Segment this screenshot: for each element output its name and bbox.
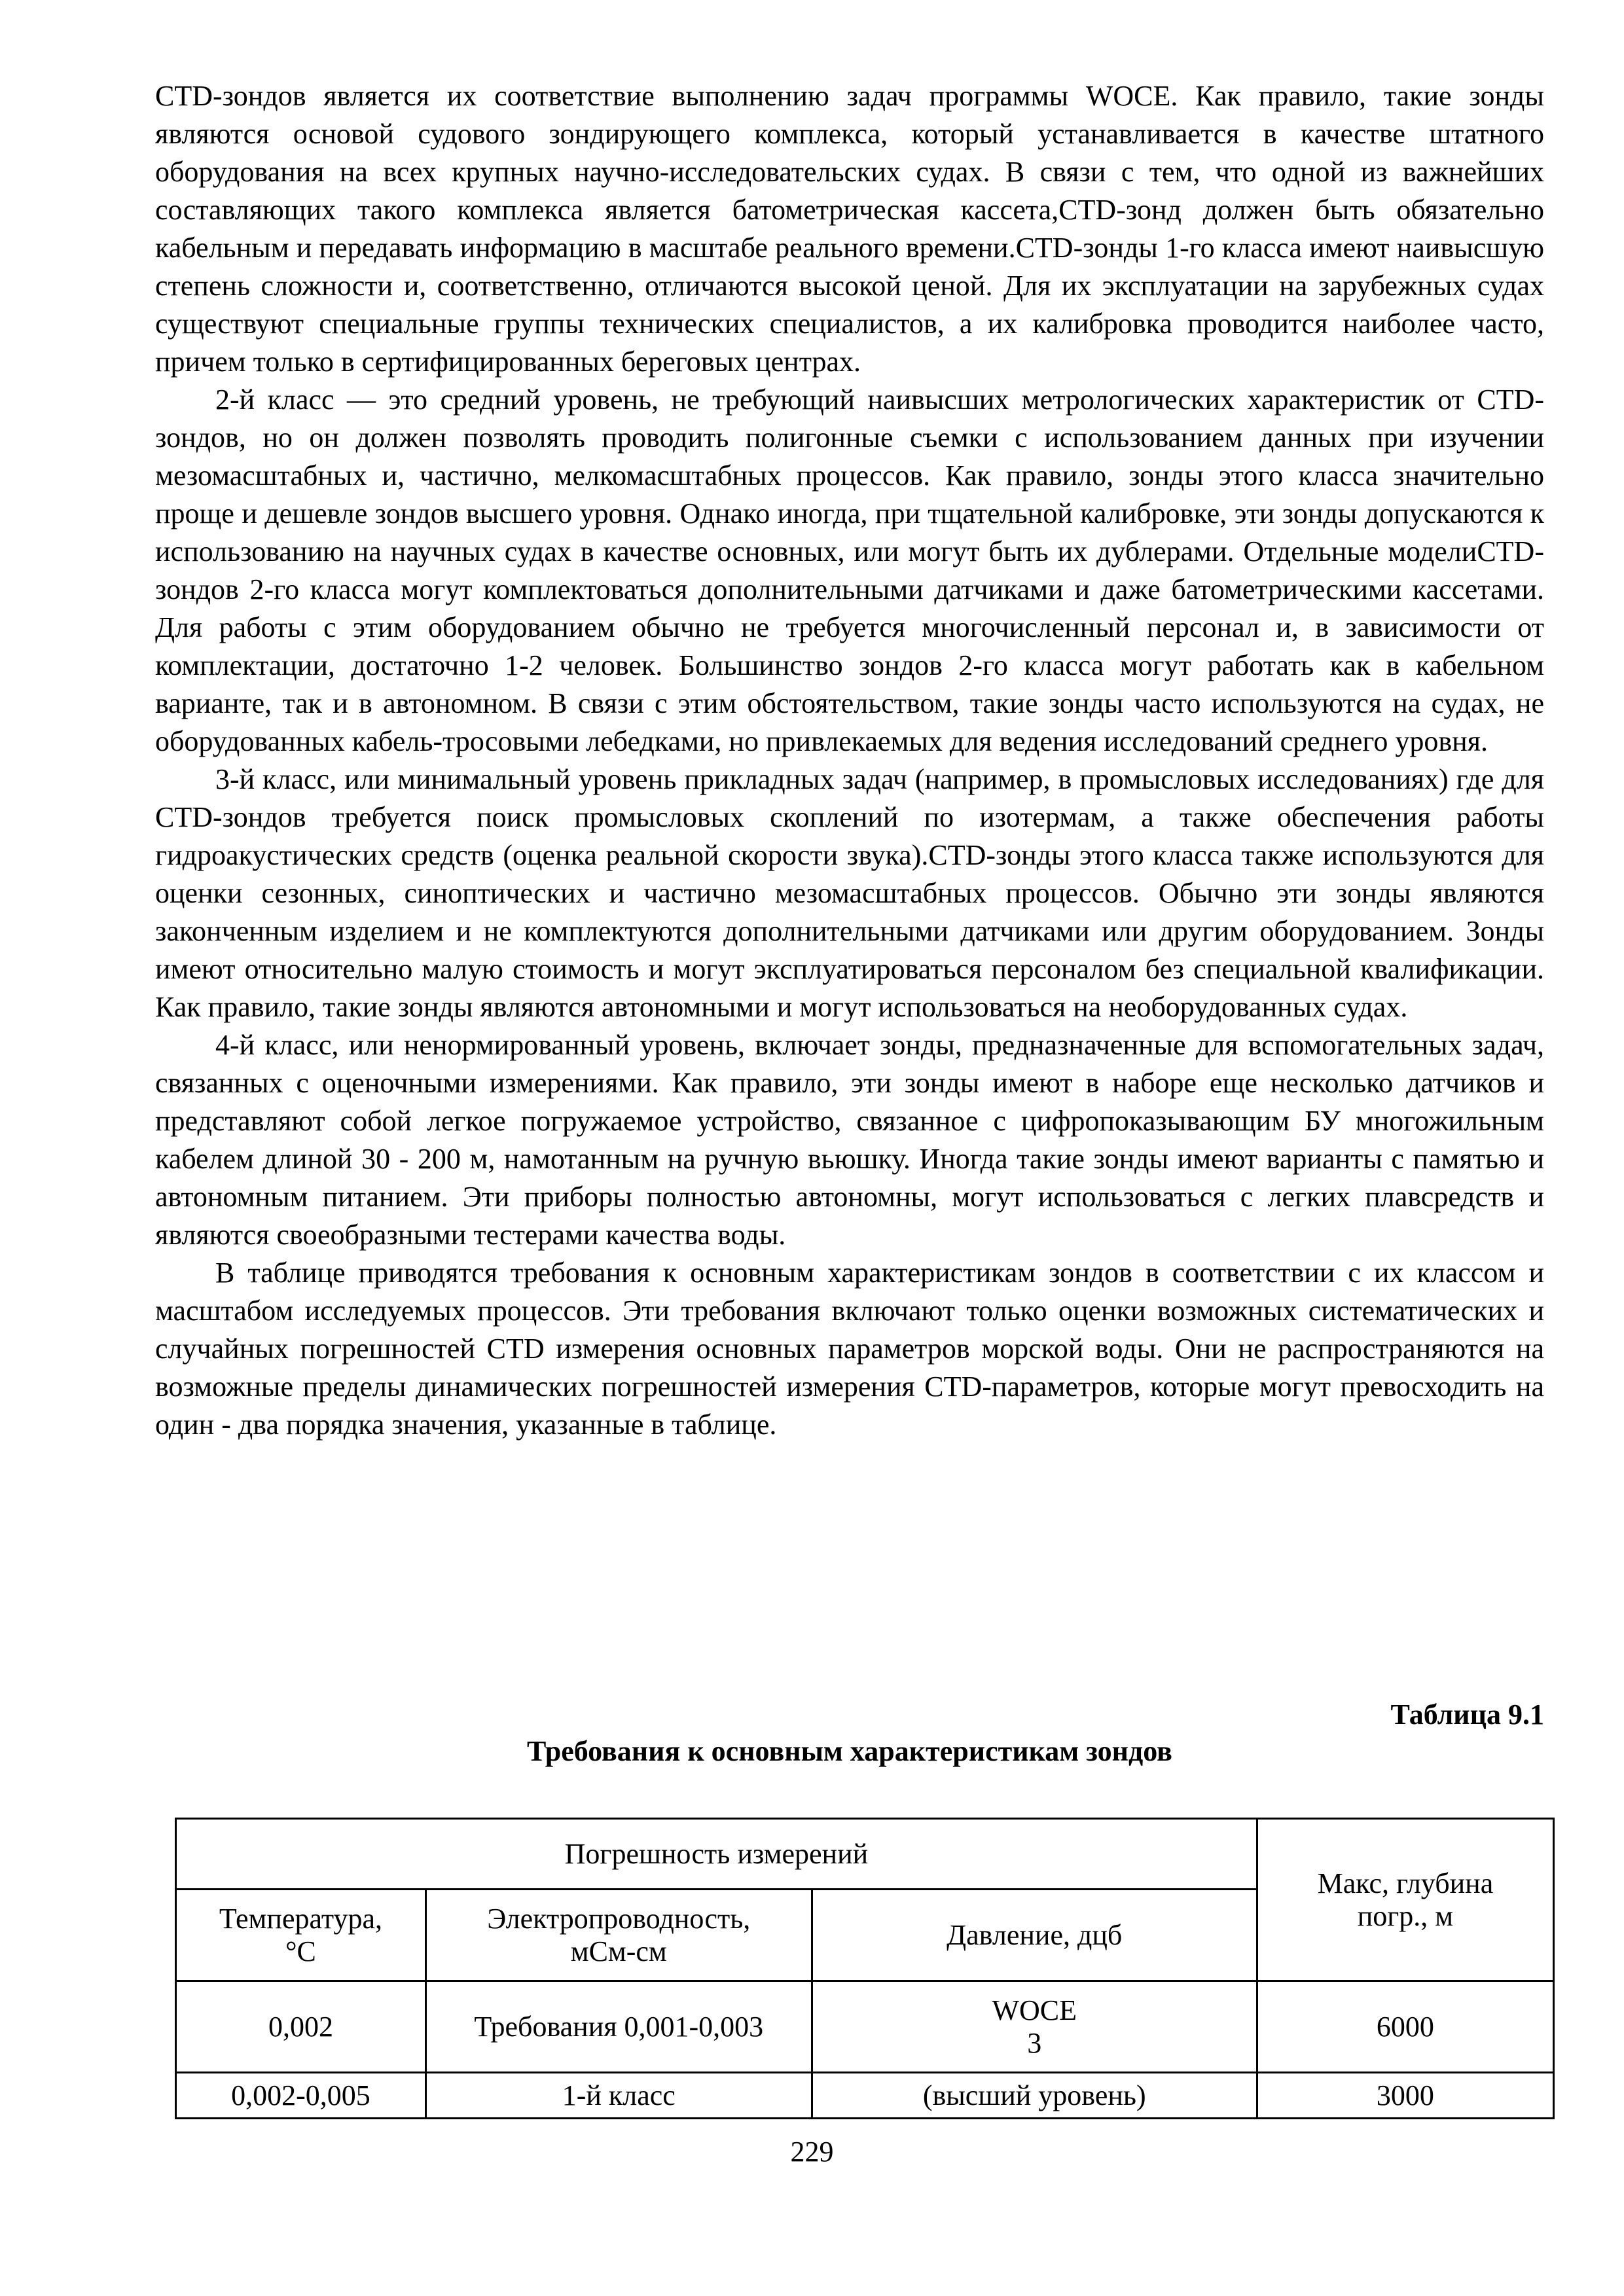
table-header-row <box>176 1819 1554 1890</box>
paragraph-5: В таблице приводятся требования к основным характеристикам зондов в соответствии с их классом и масштабом исследуемых процессов. Эти требования включают только оценки возможных систематических и случайных погрешностей CTD измерения основных параметров морской воды. Они не распространяются на возможные пределы динамических погрешностей измерения CTD-параметров, которые могут превосходить на один - два порядка значения, указанные в таблице. <box>155 1257 1544 1441</box>
page-number: 229 <box>790 2136 834 2168</box>
conductivity-header-cell: Электропроводность, мСм-см <box>425 1890 812 1981</box>
depth-cell: 6000 <box>1257 1981 1553 2073</box>
temperature-cell: 0,002 <box>176 1981 426 2073</box>
table-row <box>176 2073 1554 2119</box>
pressure-header-cell: Давление, дцб <box>812 1890 1257 1981</box>
group-header-cell: Погрешность измерений <box>176 1819 1257 1890</box>
conductivity-cell: 1-й класс <box>425 2073 812 2119</box>
pressure-line-1: WOCE <box>992 1994 1077 2026</box>
paragraph-2: 2-й класс — это средний уровень, не требующий наивысших метрологических характеристик от CTD-зондов, но он должен позволять проводить полигонные съемки с использованием данных при изучении мезомасштабных и, частично, мелкомасштабных процессов. Как правило, зонды этого класса значительно проще и дешевле зондов высшего уровня. Однако иногда, при тщательной калибровке, эти зонды допускаются к использованию на научных судах в качестве основных, или могут быть их дублерами. Отдельные моделиCTD-зондов 2-го класса могут комплектоваться дополнительными датчиками и даже батометрическими кассетами. Для работы с этим оборудованием обычно не требуется многочисленный персонал и, в зависимости от комплектации, достаточно 1-2 человек. Большинство зондов 2-го класса могут работать как в кабельном варианте, так и в автономном. В связи с этим обстоятельством, такие зонды часто используются на судах, не оборудованных кабель-тросовыми лебедками, но привлекаемых для ведения исследований среднего уровня. <box>155 384 1544 757</box>
temperature-header-cell: Температура, °С <box>176 1890 426 1981</box>
paragraph-3: 3-й класс, или минимальный уровень прикладных задач (например, в промысловых исследованиях) где для CTD-зондов требуется поиск промысловых скоплений по изотермам, а также обеспечения работы гидроакустических средств (оценка реальной скорости звука).CTD-зонды этого класса также используются для оценки сезонных, синоптических и частично мезомасштабных процессов. Обычно эти зонды являются законченным изделием и не комплектуются дополнительными датчиками или другим оборудованием. Зонды имеют относительно малую стоимость и могут эксплуатироваться персоналом без специальной квалификации. Как правило, такие зонды являются автономными и могут использоваться на необорудованных судах. <box>155 763 1544 1023</box>
conductivity-cell: Требования 0,001-0,003 <box>425 1981 812 2073</box>
requirements-table <box>175 1818 1555 2119</box>
temperature-cell: 0,002-0,005 <box>176 2073 426 2119</box>
table-title: Требования к основным характеристикам зондов <box>527 1735 1172 1767</box>
table-number: Таблица 9.1 <box>1390 1698 1544 1731</box>
pressure-cell: (высший уровень) <box>812 2073 1257 2119</box>
pressure-cell <box>812 1981 1257 2073</box>
body-text <box>155 77 1544 1444</box>
depth-cell: 3000 <box>1257 2073 1553 2119</box>
depth-header-cell: Макс, глубина погр., м <box>1257 1819 1553 1981</box>
pressure-line-2: 3 <box>1027 2026 1042 2059</box>
paragraph-4: 4-й класс, или ненормированный уровень, включает зонды, предназначенные для вспомогательных задач, связанных с оценочными измерениями. Как правило, эти зонды имеют в наборе еще несколько датчиков и представляют собой легкое погружаемое устройство, связанное с цифропоказывающим БУ многожильным кабелем длиной 30 - 200 м, намотанным на ручную вьюшку. Иногда такие зонды имеют варианты с памятью и автономным питанием. Эти приборы полностью автономны, могут использоваться с легких плавсредств и являются своеобразными тестерами качества воды. <box>155 1029 1544 1251</box>
paragraph-1: CTD-зондов является их соответствие выполнению задач программы WOCE. Как правило, такие зонды являются основой судового зондирующего комплекса, который устанавливается в качестве штатного оборудования на всех крупных научно-исследовательских судах. В связи с тем, что одной из важнейших составляющих такого комплекса является батометрическая кассета,CTD-зонд должен быть обязательно кабельным и передавать информацию в масштабе реального времени.CTD-зонды 1-го класса имеют наивысшую степень сложности и, соответственно, отличаются высокой ценой. Для их эксплуатации на зарубежных судах существуют специальные группы технических специалистов, а их калибровка проводится наиболее часто, причем только в сертифицированных береговых центрах. <box>155 80 1544 378</box>
table-row <box>176 1981 1554 2073</box>
